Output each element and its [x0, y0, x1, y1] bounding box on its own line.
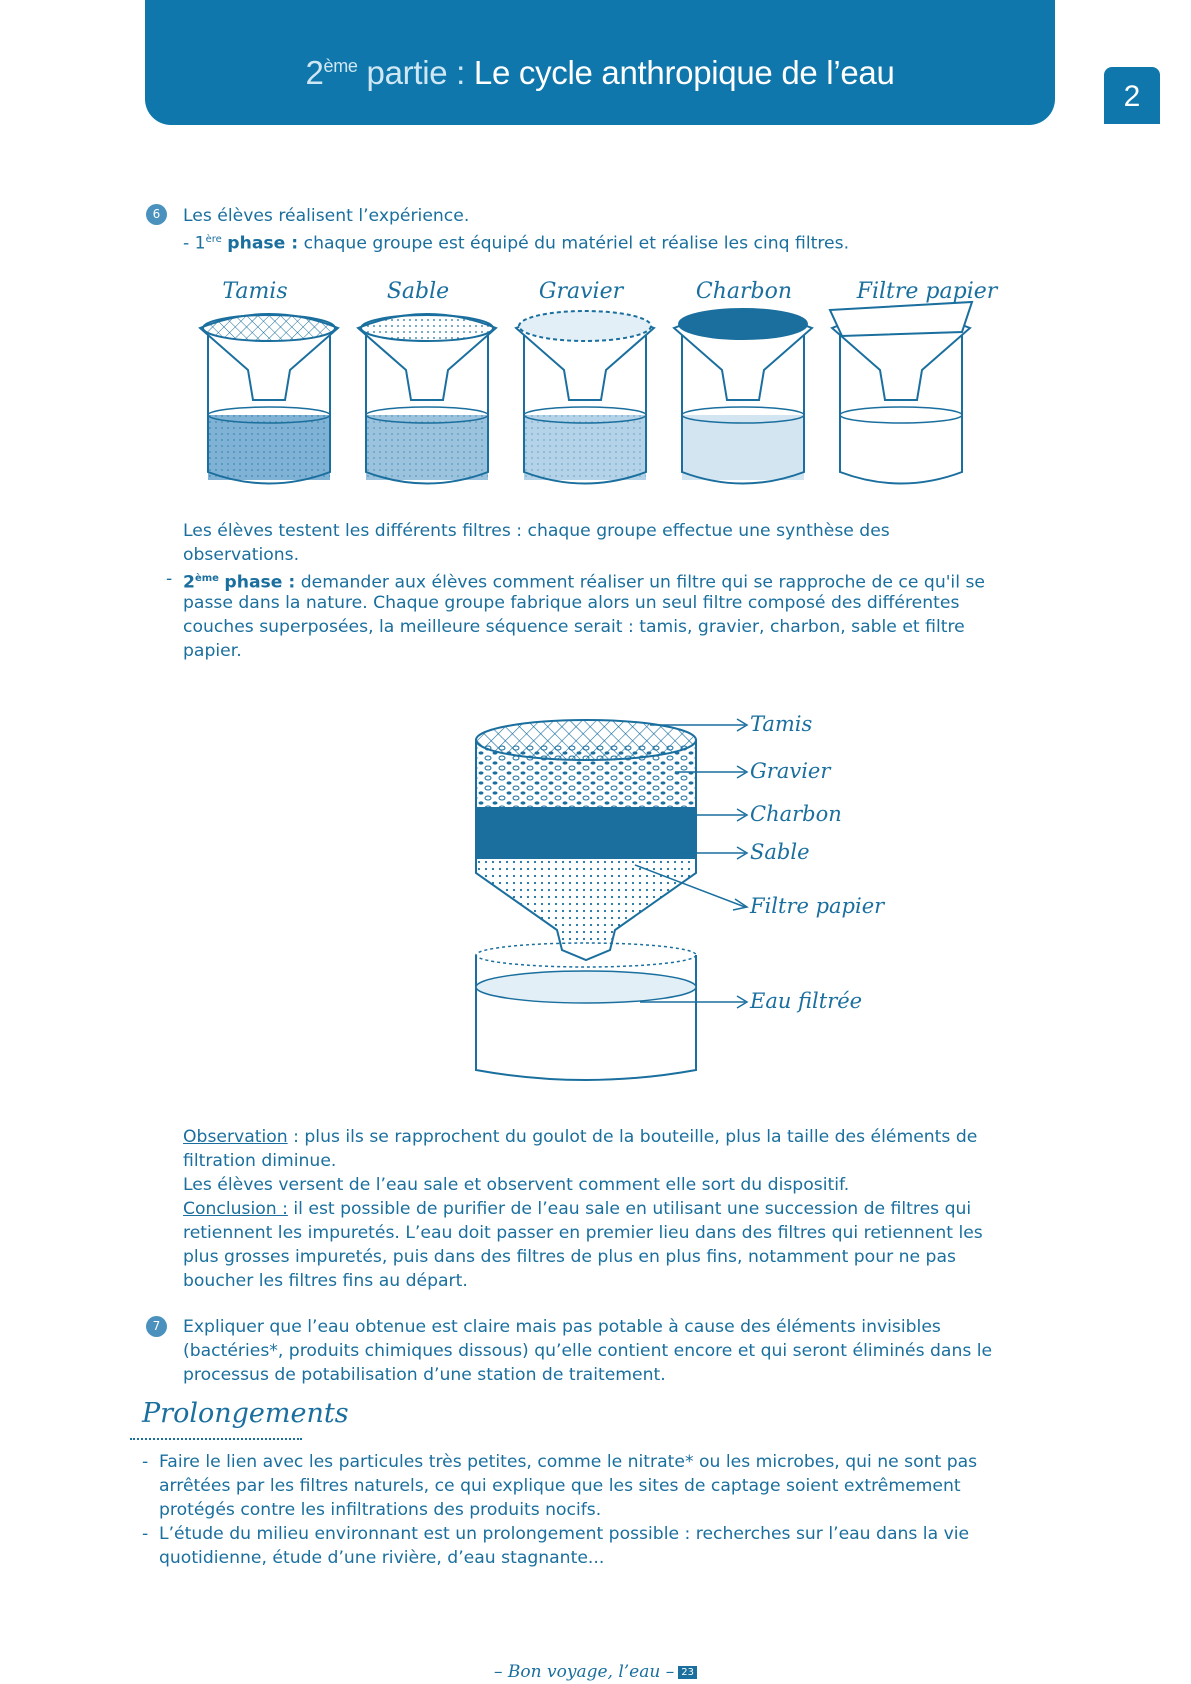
water-dots-gravier — [524, 415, 646, 480]
obs-line3: Les élèves versent de l’eau sale et observent comment elle sort du dispositif. — [183, 1175, 850, 1195]
test-line2: observations. — [183, 545, 300, 565]
water-papier — [840, 415, 962, 480]
footer — [0, 1662, 1191, 1682]
part-sup: ème — [323, 56, 358, 76]
filter-label-gravier: Gravier — [538, 279, 624, 304]
concl-text1: il est possible de purifier de l’eau sale en utilisant une succession de filtres qui — [287, 1199, 972, 1219]
filter-charbon — [674, 279, 812, 484]
phase2-line4: papier. — [183, 641, 242, 661]
filter-papier — [830, 279, 999, 484]
prolong-item2-line1: L’étude du milieu environnant est un prolongement possible : recherches sur l’eau dans la vie — [159, 1524, 970, 1544]
filter-label-charbon: Charbon — [695, 279, 793, 304]
test-line1: Les élèves testent les différents filtres : chaque groupe effectue une synthèse des — [183, 521, 890, 541]
step-6-bullet: 6 — [146, 204, 167, 225]
step7-line3: processus de potabilisation d’une station de traitement. — [183, 1365, 666, 1385]
obs-line1 — [183, 1125, 977, 1149]
five-filters-illustration — [190, 270, 1040, 500]
phase2-line2: passe dans la nature. Chaque groupe fabrique alors un seul filtre composé des différentes — [183, 593, 960, 613]
footer-text: – Bon voyage, l’eau – — [494, 1662, 675, 1682]
paper-papier — [830, 302, 972, 336]
prolong-item1-line2: arrêtées par les filtres naturels, ce qui explique que les sites de captage soient extrêmement — [159, 1476, 961, 1496]
top-charbon — [679, 309, 807, 339]
part-number: 2 — [305, 54, 324, 91]
page-number: 23 — [678, 1666, 697, 1679]
prolong-item1-line3: protégés contre les infiltrations des produits nocifs. — [159, 1500, 602, 1520]
chapter-tab: 2 — [1104, 67, 1160, 124]
prolong-item2-line2: quotidienne, étude d’une rivière, d’eau stagnante... — [159, 1548, 605, 1568]
page-title — [145, 54, 1055, 92]
title-text: Le cycle anthropique de l’eau — [473, 54, 895, 91]
obs-line2: filtration diminue. — [183, 1151, 337, 1171]
diagram-label-eau-filtree: Eau filtrée — [750, 989, 863, 1013]
step7-line1: Expliquer que l’eau obtenue est claire mais pas potable à cause des éléments invisibles — [183, 1317, 941, 1337]
phase1-sup: ère — [205, 234, 222, 245]
obs-label: Observation — [183, 1127, 288, 1147]
phase1-line — [183, 228, 849, 256]
water-dots-sable — [366, 415, 488, 480]
diagram-label-gravier: Gravier — [750, 759, 831, 783]
filter-gravier — [516, 279, 654, 484]
step6-line1: Les élèves réalisent l’expérience. — [183, 206, 470, 226]
stacked-filter-diagram — [470, 705, 930, 1085]
part-word: partie : — [366, 54, 466, 91]
phase2-bold: phase : — [224, 572, 296, 593]
prolong-item1-line1: Faire le lien avec les particules très petites, comme le nitrate* ou les microbes, qui ne sont pas — [159, 1452, 978, 1472]
obs-text1: : plus ils se rapprochent du goulot de la bouteille, plus la taille des éléments de — [287, 1127, 978, 1147]
diagram-cup-top — [476, 943, 696, 967]
prolong-dash-1: - — [142, 1452, 149, 1472]
header-banner — [145, 0, 1055, 125]
top-tamis — [203, 315, 335, 341]
step7-line2: (bactéries*, produits chimiques dissous) qu’elle contient encore et qui seront éliminés dans le — [183, 1341, 993, 1361]
diagram-sable-layer — [476, 859, 696, 943]
diagram-tamis-top — [476, 720, 696, 760]
phase1-text: chaque groupe est équipé du matériel et réalise les cinq filtres. — [298, 233, 850, 254]
diagram-label-tamis: Tamis — [750, 712, 813, 736]
phase1-bold: phase : — [227, 233, 299, 254]
concl-label: Conclusion : — [183, 1199, 288, 1219]
filter-label-sable: Sable — [386, 279, 450, 304]
phase2-dash: - — [166, 569, 173, 589]
diagram-water-surface — [476, 971, 696, 1003]
top-gravier — [519, 311, 651, 341]
diagram-label-filtre-papier: Filtre papier — [750, 894, 885, 918]
concl-line2: retiennent les impuretés. L’eau doit passer en premier lieu dans des filtres qui retiennent les — [183, 1223, 983, 1243]
top-sable — [361, 315, 493, 341]
water-charbon — [682, 415, 804, 480]
prolong-dash-2: - — [142, 1524, 149, 1544]
step-7-bullet: 7 — [146, 1316, 167, 1337]
filter-tamis — [200, 279, 338, 484]
filter-label-tamis: Tamis — [222, 279, 288, 304]
prolongements-underline — [130, 1438, 302, 1440]
concl-line4: boucher les filtres fins au départ. — [183, 1271, 468, 1291]
phase1-prefix: - 1 — [183, 233, 206, 254]
diagram-label-sable: Sable — [750, 840, 810, 864]
concl-line3: plus grosses impuretés, puis dans des filtres de plus en plus fins, notamment pour ne pas — [183, 1247, 956, 1267]
concl-line1 — [183, 1197, 971, 1221]
diagram-charbon-layer — [476, 807, 696, 859]
arrow-charbon — [696, 809, 747, 821]
filter-label-papier: Filtre papier — [856, 279, 998, 304]
prolongements-title: Prolongements — [142, 1398, 349, 1429]
phase2-sup: ème — [194, 573, 219, 584]
diagram-label-charbon: Charbon — [750, 802, 842, 826]
phase2-line3: couches superposées, la meilleure séquence serait : tamis, gravier, charbon, sable et filtre — [183, 617, 965, 637]
phase2-text1: demander aux élèves comment réaliser un filtre qui se rapproche de ce qu'il se — [295, 572, 985, 593]
phase2-num: 2 — [183, 572, 195, 593]
water-dots-tamis — [208, 415, 330, 480]
filter-sable — [358, 279, 496, 484]
